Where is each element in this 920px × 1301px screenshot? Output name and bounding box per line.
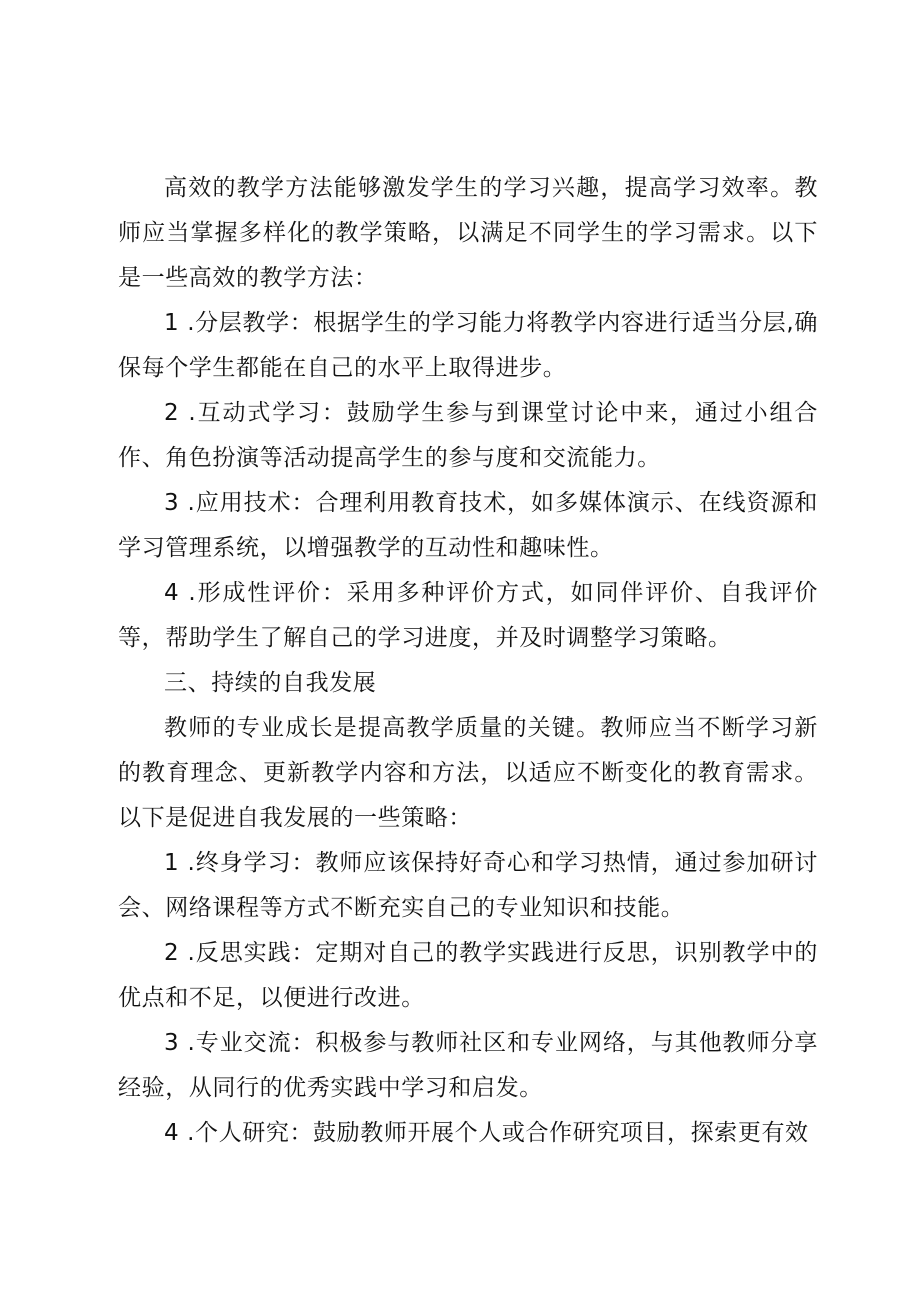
list-item-layered-teaching: 1 .分层教学：根据学生的学习能力将教学内容进行适当分层,确保每个学生都能在自己的水平上取得进步。 (118, 310, 818, 381)
list-item-personal-research: 4 .个人研究：鼓励教师开展个人或合作研究项目，探索更有效 (164, 1120, 809, 1146)
list-item-professional-exchange: 3 .专业交流：积极参与教师社区和专业网络，与其他教师分享经验，从同行的优秀实践中学习和启发。 (118, 1030, 818, 1101)
list-item-formative-assessment: 4 .形成性评价：采用多种评价方式，如同伴评价、自我评价等，帮助学生了解自己的学习进度，并及时调整学习策略。 (118, 580, 818, 651)
document-body (118, 166, 818, 1156)
section-heading: 三、持续的自我发展 (164, 670, 377, 696)
list-item-reflective-practice: 2 .反思实践：定期对自己的教学实践进行反思，识别教学中的优点和不足，以便进行改进。 (118, 940, 818, 1011)
list-item-applied-technology: 3 .应用技术：合理利用教育技术，如多媒体演示、在线资源和学习管理系统，以增强教学的互动性和趣味性。 (118, 490, 818, 561)
list-item-lifelong-learning: 1 .终身学习：教师应该保持好奇心和学习热情，通过参加研讨会、网络课程等方式不断充实自己的专业知识和技能。 (118, 850, 818, 921)
list-item-interactive-learning: 2 .互动式学习：鼓励学生参与到课堂讨论中来，通过小组合作、角色扮演等活动提高学生的参与度和交流能力。 (118, 400, 818, 471)
intro-paragraph: 高效的教学方法能够激发学生的学习兴趣，提高学习效率。教师应当掌握多样化的教学策略，以满足不同学生的学习需求。以下是一些高效的教学方法： (118, 175, 818, 291)
section-intro-paragraph: 教师的专业成长是提高教学质量的关键。教师应当不断学习新的教育理念、更新教学内容和方法，以适应不断变化的教育需求。以下是促进自我发展的一些策略： (118, 715, 818, 831)
